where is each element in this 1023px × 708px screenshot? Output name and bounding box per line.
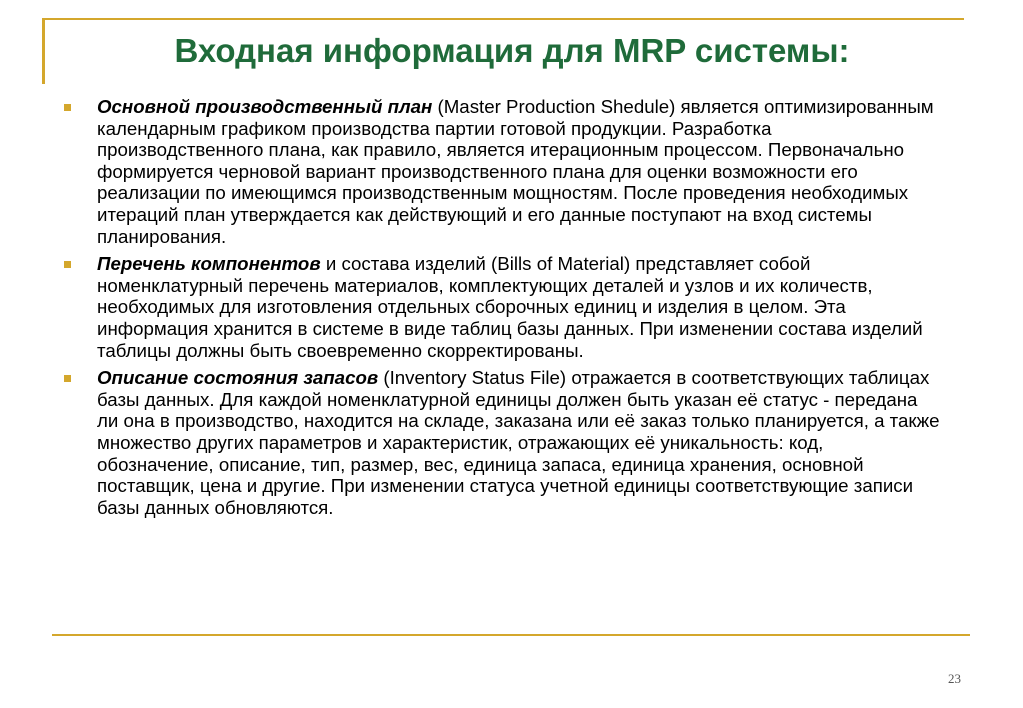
top-divider-line [42,18,964,20]
bullet-term: Перечень компонентов [97,253,321,275]
slide-title: Входная информация для MRP системы: [174,32,850,69]
bottom-divider-line [52,634,970,636]
bullet-item-bill-of-materials [60,253,940,361]
bullet-term: Описание состояния запасов [97,367,379,389]
square-bullet-icon [64,375,71,382]
page-number: 23 [948,671,961,686]
square-bullet-icon [64,104,71,111]
bullet-text: (Inventory Status File) отражается в соответствующих таблицах базы данных. Для каждой номенклатурной единицы должен быть указан её статус - передана ли она в производство, находится на складе, заказана или её заказ только планируется, а также множество других параметров и характеристик, отражающих её уникальность: код, обозначение, описание, тип, размер, вес, единица запаса, единица хранения, основной поставщик, цена и другие. При изменении статуса учетной единицы соответствующие записи базы данных обновляются. [97,367,940,518]
bullet-item-inventory-status [60,367,940,518]
bullet-term: Основной производственный план [97,96,433,117]
bullet-list [60,96,940,524]
bullet-item-master-schedule [60,96,940,247]
bullet-text: и состава изделий (Bills of Material) представляет собой номенклатурный перечень материалов, комплектующих деталей и узлов и их количеств, необходимых для изготовления отдельных сборочных единиц и изделия в целом. Эта информация хранится в системе в виде таблиц базы данных. При изменении состава изделий таблицы должны быть своевременно скорректированы. [97,253,923,361]
square-bullet-icon [64,261,71,268]
left-accent-line [42,18,45,84]
bullet-text: (Master Production Shedule) является оптимизированным календарным графиком производства партии готовой продукции. Разработка производственного плана, как правило, является итерационным процессом. Первоначально формируется черновой вариант производственного плана для оценки возможности его реализации по имеющимся производственным мощностям. После проведения необходимых итераций план утверждается как действующий и его данные поступают на вход системы планирования. [97,96,934,247]
